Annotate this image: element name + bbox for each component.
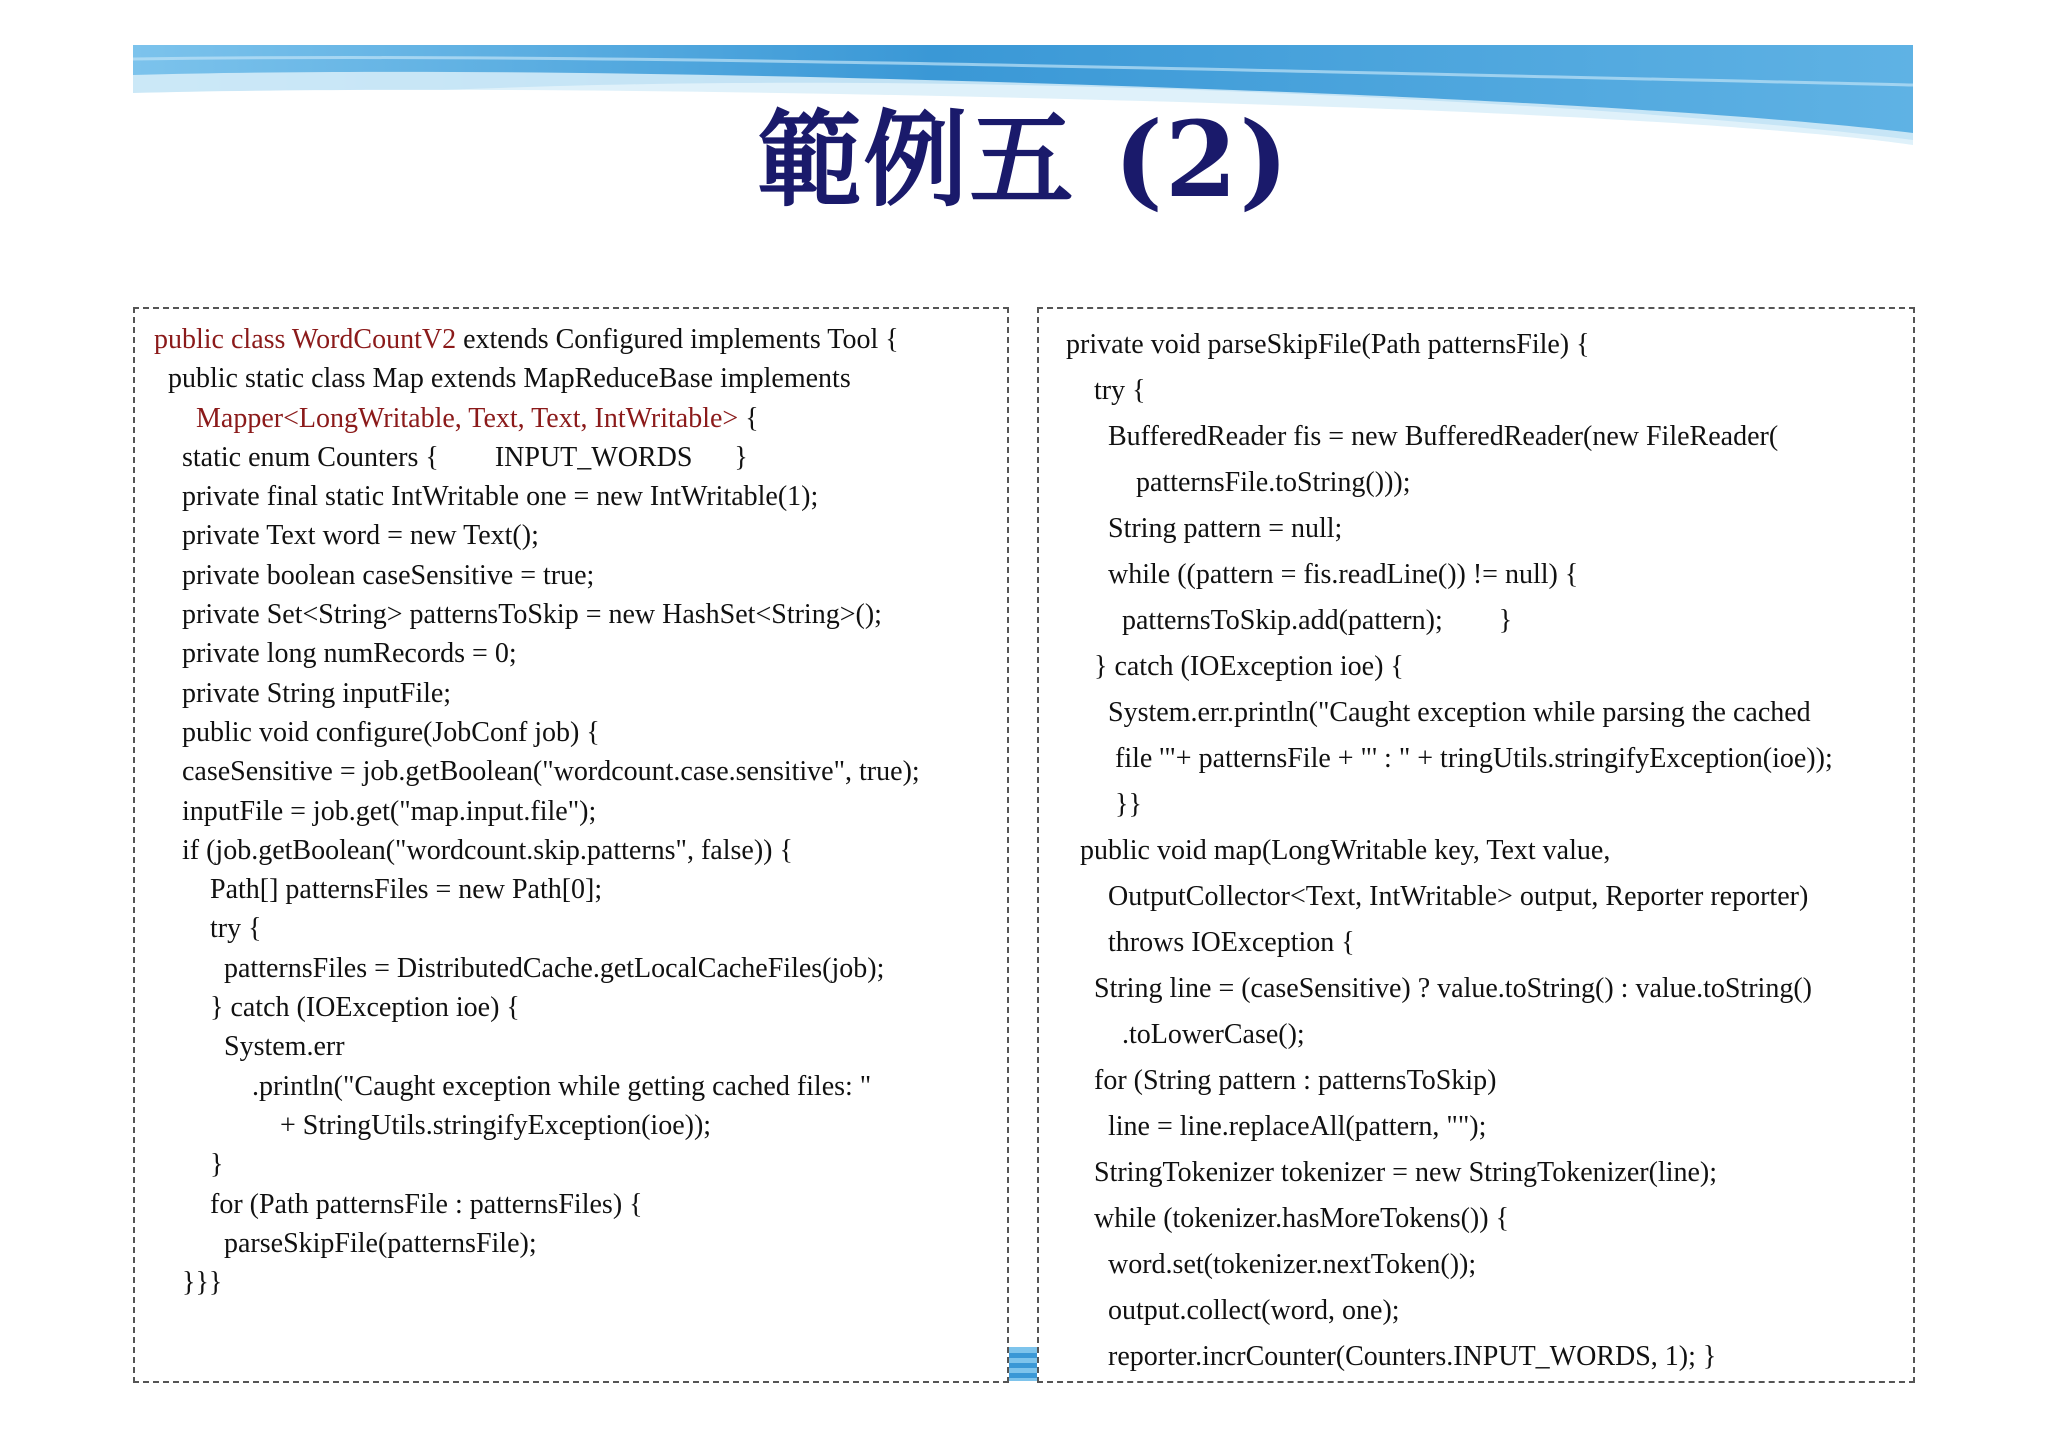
code-token: private long numRecords = 0; (154, 638, 517, 670)
code-token: Path[] patternsFiles = new Path[0]; (154, 874, 603, 906)
code-token: Mapper<LongWritable, Text, Text, IntWritable> (154, 402, 739, 434)
code-line (1066, 644, 1913, 690)
left-code-block (133, 307, 1009, 1383)
code-line (1066, 874, 1913, 920)
code-line (154, 1224, 1007, 1263)
code-token: + StringUtils.stringifyException(ioe)); (154, 1109, 712, 1141)
code-token: inputFile = job.get("map.input.file"); (154, 795, 597, 827)
code-line (154, 831, 1007, 870)
code-token: }} (1066, 789, 1142, 820)
code-line (1066, 1288, 1913, 1334)
code-line (154, 320, 1007, 359)
code-token: private Set<String> patternsToSkip = new HashSet<String>(); (154, 599, 882, 631)
right-code-block (1037, 307, 1915, 1383)
code-token: private void parseSkipFile(Path patternsFile) { (1066, 329, 1590, 360)
code-token: line = line.replaceAll(pattern, ""); (1066, 1111, 1487, 1142)
code-token: file '"+ patternsFile + "' : " + tringUtils.stringifyException(ioe)); (1066, 743, 1833, 774)
code-token: OutputCollector<Text, IntWritable> output, Reporter reporter) (1066, 881, 1809, 912)
code-token: if (job.getBoolean("wordcount.skip.patterns", false)) { (154, 834, 793, 866)
code-line (1066, 322, 1913, 368)
code-token: public void configure(JobConf job) { (154, 716, 600, 748)
code-token: patternsFile.toString())); (1066, 467, 1411, 498)
code-token: private final static IntWritable one = new IntWritable(1); (154, 481, 819, 513)
code-line (1066, 368, 1913, 414)
code-token: while (tokenizer.hasMoreTokens()) { (1066, 1203, 1510, 1234)
code-line (154, 1106, 1007, 1145)
code-token: System.err (154, 1031, 345, 1063)
code-line (1066, 966, 1913, 1012)
code-token: try { (154, 913, 262, 945)
code-token: System.err.println("Caught exception while parsing the cached (1066, 697, 1811, 728)
code-token: } catch (IOException ioe) { (154, 992, 520, 1024)
code-token: caseSensitive = job.getBoolean("wordcount.case.sensitive", true); (154, 756, 920, 788)
code-token: while ((pattern = fis.readLine()) != null) { (1066, 559, 1579, 590)
code-line (1066, 1242, 1913, 1288)
code-token: private String inputFile; (154, 677, 452, 709)
code-line (154, 359, 1007, 398)
code-token: reporter.incrCounter(Counters.INPUT_WORDS, 1); } (1066, 1341, 1717, 1372)
code-token: public class WordCountV2 (154, 324, 457, 355)
code-token: .println("Caught exception while getting cached files: " (154, 1070, 872, 1102)
code-line (1066, 736, 1913, 782)
code-token: try { (1066, 375, 1146, 406)
code-token: word.set(tokenizer.nextToken()); (1066, 1249, 1477, 1280)
code-line (154, 556, 1007, 595)
code-line (1066, 552, 1913, 598)
code-line (154, 988, 1007, 1027)
code-token: BufferedReader fis = new BufferedReader(new FileReader( (1066, 421, 1779, 452)
code-line (154, 1027, 1007, 1066)
code-token: private Text word = new Text(); (154, 520, 539, 552)
code-token: static enum Counters { INPUT_WORDS } (154, 441, 748, 473)
code-token: .toLowerCase(); (1066, 1019, 1305, 1050)
code-line (154, 752, 1007, 791)
code-line (154, 949, 1007, 988)
code-token: public void map(LongWritable key, Text value, (1066, 835, 1611, 866)
code-line (1066, 828, 1913, 874)
code-line (1066, 1334, 1913, 1380)
code-line (154, 1145, 1007, 1184)
code-line (1066, 506, 1913, 552)
slide-title: 範例五 (2) (757, 98, 1291, 221)
code-line (1066, 1150, 1913, 1196)
code-line (154, 1263, 1007, 1302)
code-line (154, 909, 1007, 948)
code-line (1066, 1104, 1913, 1150)
code-line (1066, 598, 1913, 644)
code-line (1066, 1196, 1913, 1242)
code-line (154, 870, 1007, 909)
code-line (154, 399, 1007, 438)
code-token: patternsFiles = DistributedCache.getLocalCacheFiles(job); (154, 952, 885, 984)
code-token: for (String pattern : patternsToSkip) (1066, 1065, 1497, 1096)
code-line (154, 674, 1007, 713)
code-token: patternsToSkip.add(pattern); } (1066, 605, 1513, 636)
code-line (1066, 920, 1913, 966)
code-line (154, 438, 1007, 477)
code-line (1066, 1012, 1913, 1058)
code-token: } catch (IOException ioe) { (1066, 651, 1404, 682)
code-line (154, 713, 1007, 752)
code-line (154, 1067, 1007, 1106)
code-token: parseSkipFile(patternsFile); (154, 1227, 537, 1259)
code-line (154, 516, 1007, 555)
code-token: StringTokenizer tokenizer = new StringTokenizer(line); (1066, 1157, 1717, 1188)
code-line (154, 595, 1007, 634)
code-line (154, 1185, 1007, 1224)
code-token: private boolean caseSensitive = true; (154, 559, 595, 591)
slide-nav-icon[interactable] (1009, 1347, 1037, 1381)
code-token: output.collect(word, one); (1066, 1295, 1400, 1326)
code-token: extends Configured implements Tool { (456, 324, 899, 355)
code-line (154, 792, 1007, 831)
code-token: { (738, 402, 759, 434)
code-line (1066, 1058, 1913, 1104)
code-line (1066, 460, 1913, 506)
code-token: String pattern = null; (1066, 513, 1343, 544)
code-line (1066, 690, 1913, 736)
code-line (154, 634, 1007, 673)
code-line (1066, 414, 1913, 460)
code-line (154, 477, 1007, 516)
code-line (1066, 782, 1913, 828)
code-token: throws IOException { (1066, 927, 1355, 958)
code-token: }}} (154, 1267, 223, 1299)
code-token: } (154, 1149, 224, 1181)
code-token: for (Path patternsFile : patternsFiles) { (154, 1188, 643, 1220)
code-token: String line = (caseSensitive) ? value.toString() : value.toString() (1066, 973, 1812, 1004)
code-token: public static class Map extends MapReduceBase implements (154, 363, 851, 395)
